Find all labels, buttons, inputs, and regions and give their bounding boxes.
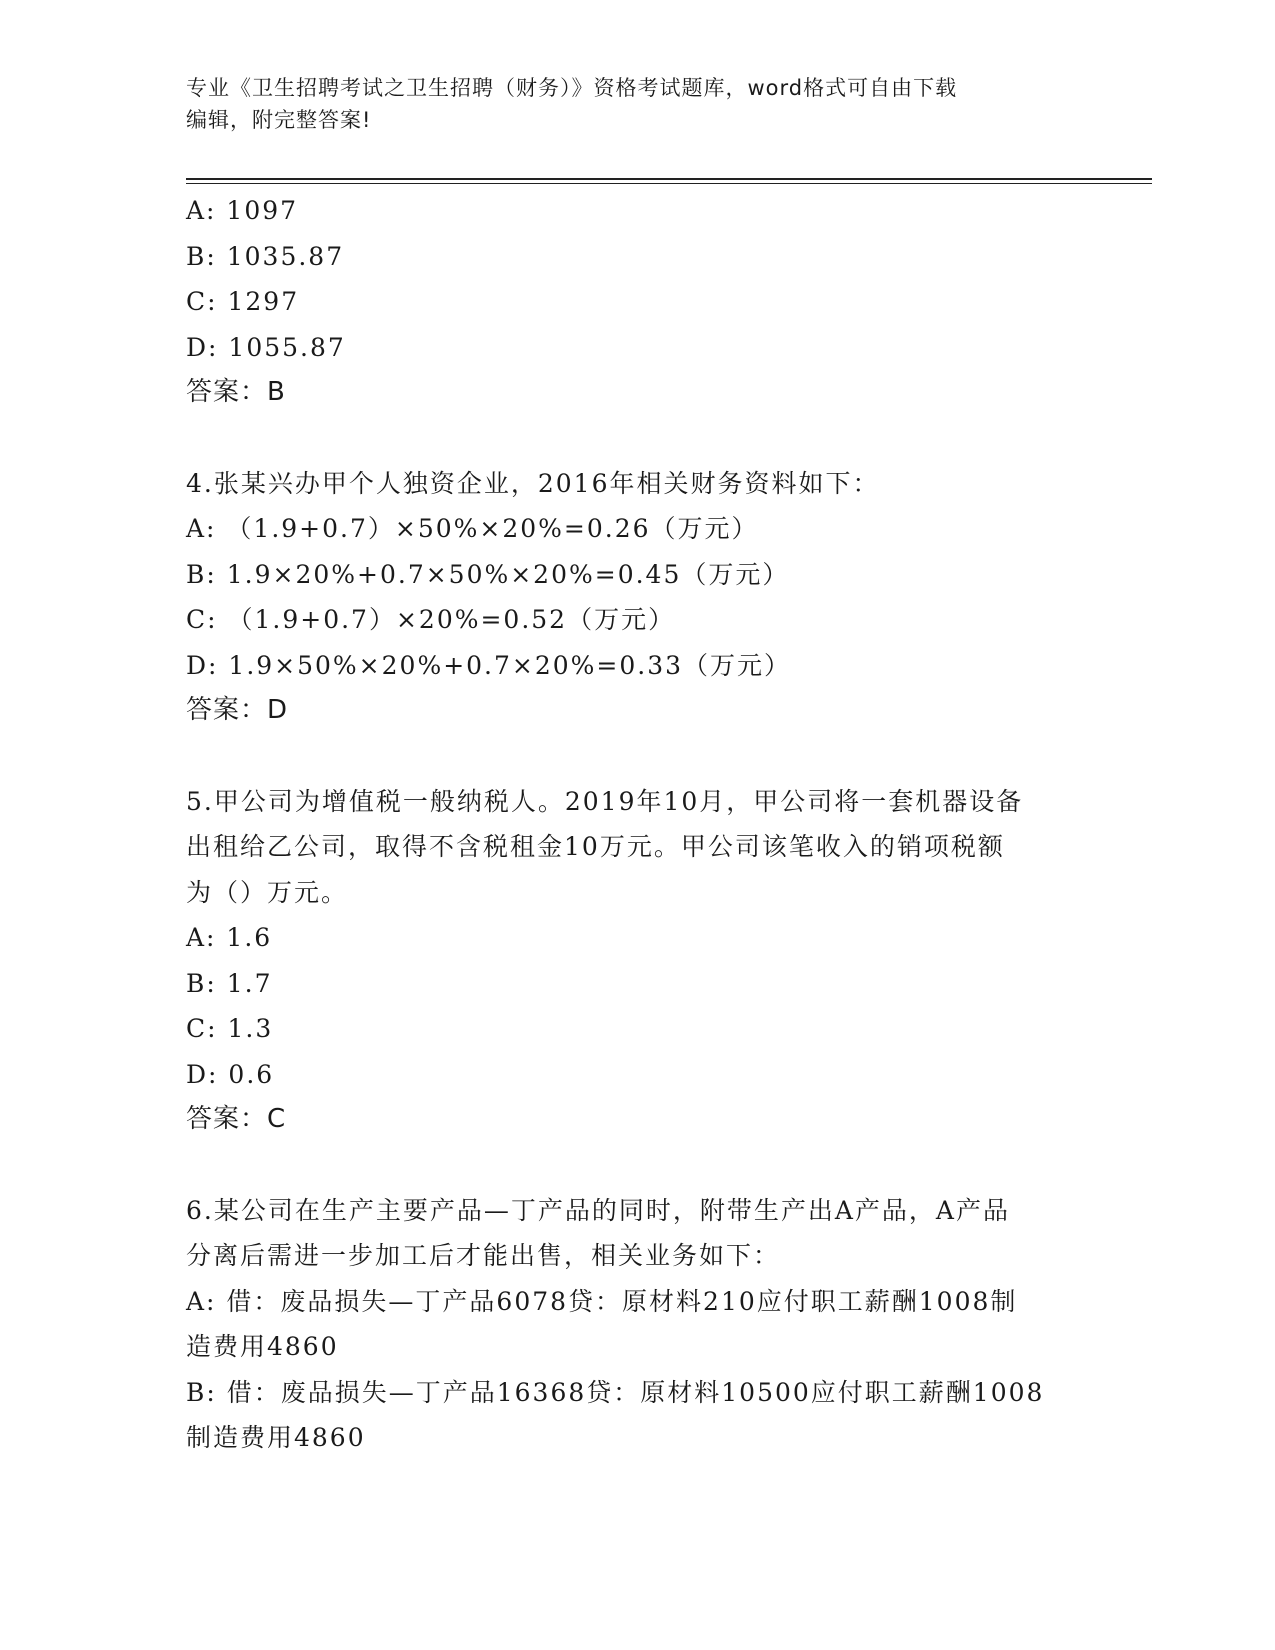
question-4 [186, 461, 1086, 734]
document-header [186, 72, 1066, 136]
question-5-answer: 答案：C [186, 1104, 287, 1134]
option-b-line-1: B: 借：废品损失—丁产品16368贷：原材料10500应付职工薪酬1008 [186, 1377, 1045, 1407]
option-d: D: 1.9×50%×20%+0.7×20%=0.33（万元） [186, 650, 792, 680]
document-body [186, 188, 1086, 1461]
option-c: C: 1297 [186, 287, 300, 316]
option-d: D: 1055.87 [186, 332, 346, 362]
question-stem-line: 为（）万元。 [186, 877, 349, 907]
header-divider-thin [186, 183, 1152, 184]
option-c: C: （1.9+0.7）×20%=0.52（万元） [186, 605, 676, 634]
question-stem-line: 6.某公司在生产主要产品—丁产品的同时，附带生产出A产品，A产品 [186, 1195, 1010, 1225]
option-b-line-2: 制造费用4860 [186, 1423, 366, 1452]
question-3-options [186, 188, 1086, 370]
option-a: A: （1.9+0.7）×50%×20%=0.26（万元） [186, 514, 759, 543]
header-divider-thick [186, 178, 1152, 180]
question-4-answer: 答案：D [186, 695, 289, 725]
question-5 [186, 779, 1086, 1143]
header-line-2: 编辑，附完整答案! [186, 108, 372, 132]
option-c: C: 1.3 [186, 1014, 274, 1043]
option-a: A: 1097 [186, 196, 299, 225]
option-b: B: 1.7 [186, 968, 273, 998]
option-a-line-1: A: 借：废品损失—丁产品6078贷：原材料210应付职工薪酬1008制 [186, 1286, 1018, 1316]
option-d: D: 0.6 [186, 1059, 275, 1089]
option-b: B: 1035.87 [186, 241, 345, 271]
option-b: B: 1.9×20%+0.7×50%×20%=0.45（万元） [186, 559, 790, 589]
question-stem: 4.张某兴办甲个人独资企业，2016年相关财务资料如下： [186, 468, 880, 498]
option-a-line-2: 造费用4860 [186, 1332, 339, 1361]
question-stem-line: 5.甲公司为增值税一般纳税人。2019年10月，甲公司将一套机器设备 [186, 786, 1024, 816]
question-3-answer: 答案：B [186, 377, 286, 407]
question-6 [186, 1188, 1086, 1461]
question-stem-line: 分离后需进一步加工后才能出售，相关业务如下： [186, 1241, 781, 1270]
question-stem-line: 出租给乙公司，取得不含税租金10万元。甲公司该笔收入的销项税额 [186, 832, 1005, 861]
option-a: A: 1.6 [186, 923, 273, 952]
header-line-1: 专业《卫生招聘考试之卫生招聘（财务）》资格考试题库，word格式可自由下载 [186, 76, 958, 100]
